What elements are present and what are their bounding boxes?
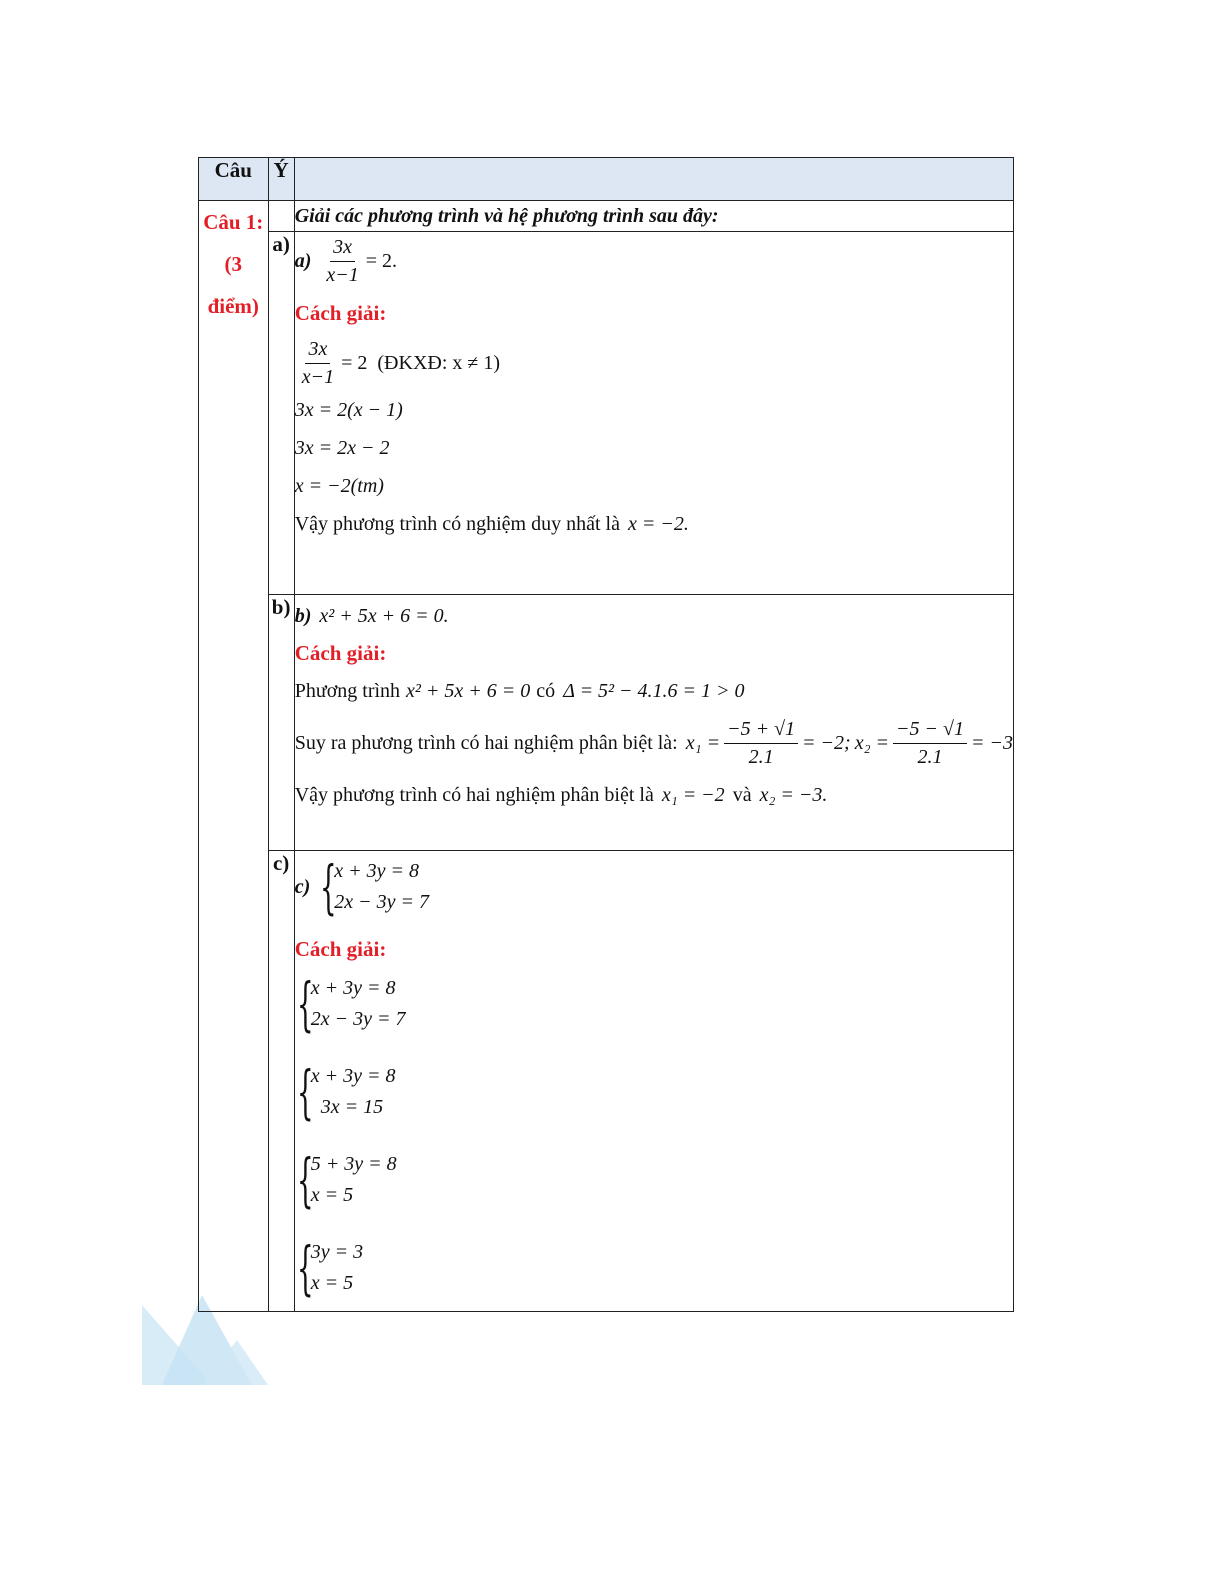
brace-icon: {	[320, 853, 337, 921]
part-b-conclusion	[295, 778, 1013, 812]
intro-y-cell	[268, 201, 294, 232]
part-b-row	[199, 595, 1014, 851]
part-b-content	[294, 595, 1013, 851]
part-c-method-label: Cách giải:	[294, 937, 387, 961]
conclusion-x1: x₁ = −2	[661, 783, 725, 806]
question-label: Câu 1:	[203, 210, 264, 234]
part-a-content	[294, 232, 1013, 595]
step1-fraction	[299, 338, 337, 389]
fraction-denominator: 2.1	[748, 745, 774, 768]
part-b-line2	[295, 712, 1013, 774]
part-a-label: a)	[268, 232, 294, 595]
part-c-content	[294, 851, 1013, 1312]
part-b-equation: x² + 5x + 6 = 0.	[319, 604, 449, 627]
line2-text: Suy ra phương trình có hai nghiệm phân biệt là:	[294, 731, 678, 754]
part-a-rhs: = 2.	[365, 250, 398, 272]
x2-rhs: = −3	[971, 731, 1013, 754]
fraction-numerator: −5 − √1	[893, 718, 967, 744]
part-a-step1	[295, 338, 1013, 389]
fraction-denominator: x−1	[301, 366, 335, 388]
brace-icon: {	[296, 1058, 314, 1126]
part-a-method-label: Cách giải:	[294, 301, 387, 325]
table-header-row	[199, 158, 1014, 201]
step1-condition: (ĐKXĐ: x ≠ 1)	[377, 352, 501, 374]
line1-co: có	[536, 679, 556, 702]
part-a-step4: x = −2(tm)	[294, 474, 384, 497]
part-a-step3: 3x = 2x − 2	[294, 436, 390, 459]
system-eq-2: x = 5	[310, 1272, 354, 1294]
part-b-line1	[295, 674, 1013, 708]
system-eq-2: 2x − 3y = 7	[310, 1008, 406, 1030]
brace-icon: {	[296, 970, 314, 1038]
conclusion-math: x = −2.	[627, 512, 689, 535]
question-cell	[199, 201, 269, 1312]
part-a-prefix: a)	[294, 250, 312, 272]
part-a-problem	[295, 236, 1013, 287]
system-0	[320, 855, 429, 919]
part-c-label: c)	[268, 851, 294, 1312]
conclusion-text: Vậy phương trình có hai nghiệm phân biệt là	[294, 783, 654, 806]
system-eq-2: x = 5	[310, 1184, 354, 1206]
answer-table	[198, 157, 1014, 1312]
brace-icon: {	[296, 1234, 314, 1302]
fraction-numerator: 3x	[330, 236, 355, 262]
system-eq-1: x + 3y = 8	[310, 977, 396, 999]
part-a-step2: 3x = 2(x − 1)	[294, 398, 403, 421]
system-eq-2: 3x = 15	[320, 1096, 384, 1118]
system-1	[295, 972, 1013, 1036]
system-eq-1: 3y = 3	[310, 1241, 364, 1263]
part-b-method-label: Cách giải:	[294, 641, 387, 665]
system-4	[295, 1236, 1013, 1300]
fraction-denominator: x−1	[326, 264, 359, 286]
step1-rhs: = 2	[341, 352, 368, 374]
part-a-fraction	[323, 236, 361, 287]
system-eq-1: 5 + 3y = 8	[310, 1153, 397, 1175]
x2-lhs: x₂ =	[854, 731, 890, 754]
fraction-numerator: 3x	[305, 338, 330, 364]
part-c-row	[199, 851, 1014, 1312]
conclusion-va: và	[732, 783, 752, 806]
header-content	[294, 158, 1013, 201]
x1-lhs: x₁ =	[685, 731, 721, 754]
system-eq-1: x + 3y = 8	[334, 860, 420, 882]
header-y: Ý	[268, 158, 294, 201]
x1-rhs: = −2;	[802, 731, 851, 754]
part-a-row	[199, 232, 1014, 595]
conclusion-x2: x₂ = −3.	[759, 783, 828, 806]
system-2	[295, 1060, 1013, 1124]
x2-fraction	[893, 718, 967, 769]
part-b-problem	[295, 599, 1013, 633]
part-b-prefix: b)	[294, 604, 312, 627]
system-3	[295, 1148, 1013, 1212]
fraction-numerator: −5 + √1	[724, 718, 798, 744]
brace-icon: {	[296, 1146, 314, 1214]
intro-text: Giải các phương trình và hệ phương trình sau đây:	[294, 205, 719, 227]
header-cau: Câu	[199, 158, 269, 201]
part-b-label: b)	[268, 595, 294, 851]
fraction-denominator: 2.1	[917, 745, 943, 768]
line1-equation: x² + 5x + 6 = 0	[406, 679, 531, 702]
part-a-conclusion	[295, 507, 1013, 541]
intro-row	[199, 201, 1014, 232]
question-points: (3 điểm)	[207, 252, 259, 318]
system-eq-2: 2x − 3y = 7	[334, 891, 430, 913]
conclusion-text: Vậy phương trình có nghiệm duy nhất là	[294, 512, 620, 535]
line1-text: Phương trình	[294, 679, 401, 702]
part-c-problem	[295, 855, 1013, 919]
system-eq-1: x + 3y = 8	[310, 1065, 396, 1087]
intro-cell	[294, 201, 1013, 232]
part-c-prefix: c)	[294, 875, 311, 898]
x1-fraction	[724, 718, 798, 769]
line1-delta: Δ = 5² − 4.1.6 = 1 > 0	[563, 679, 745, 702]
